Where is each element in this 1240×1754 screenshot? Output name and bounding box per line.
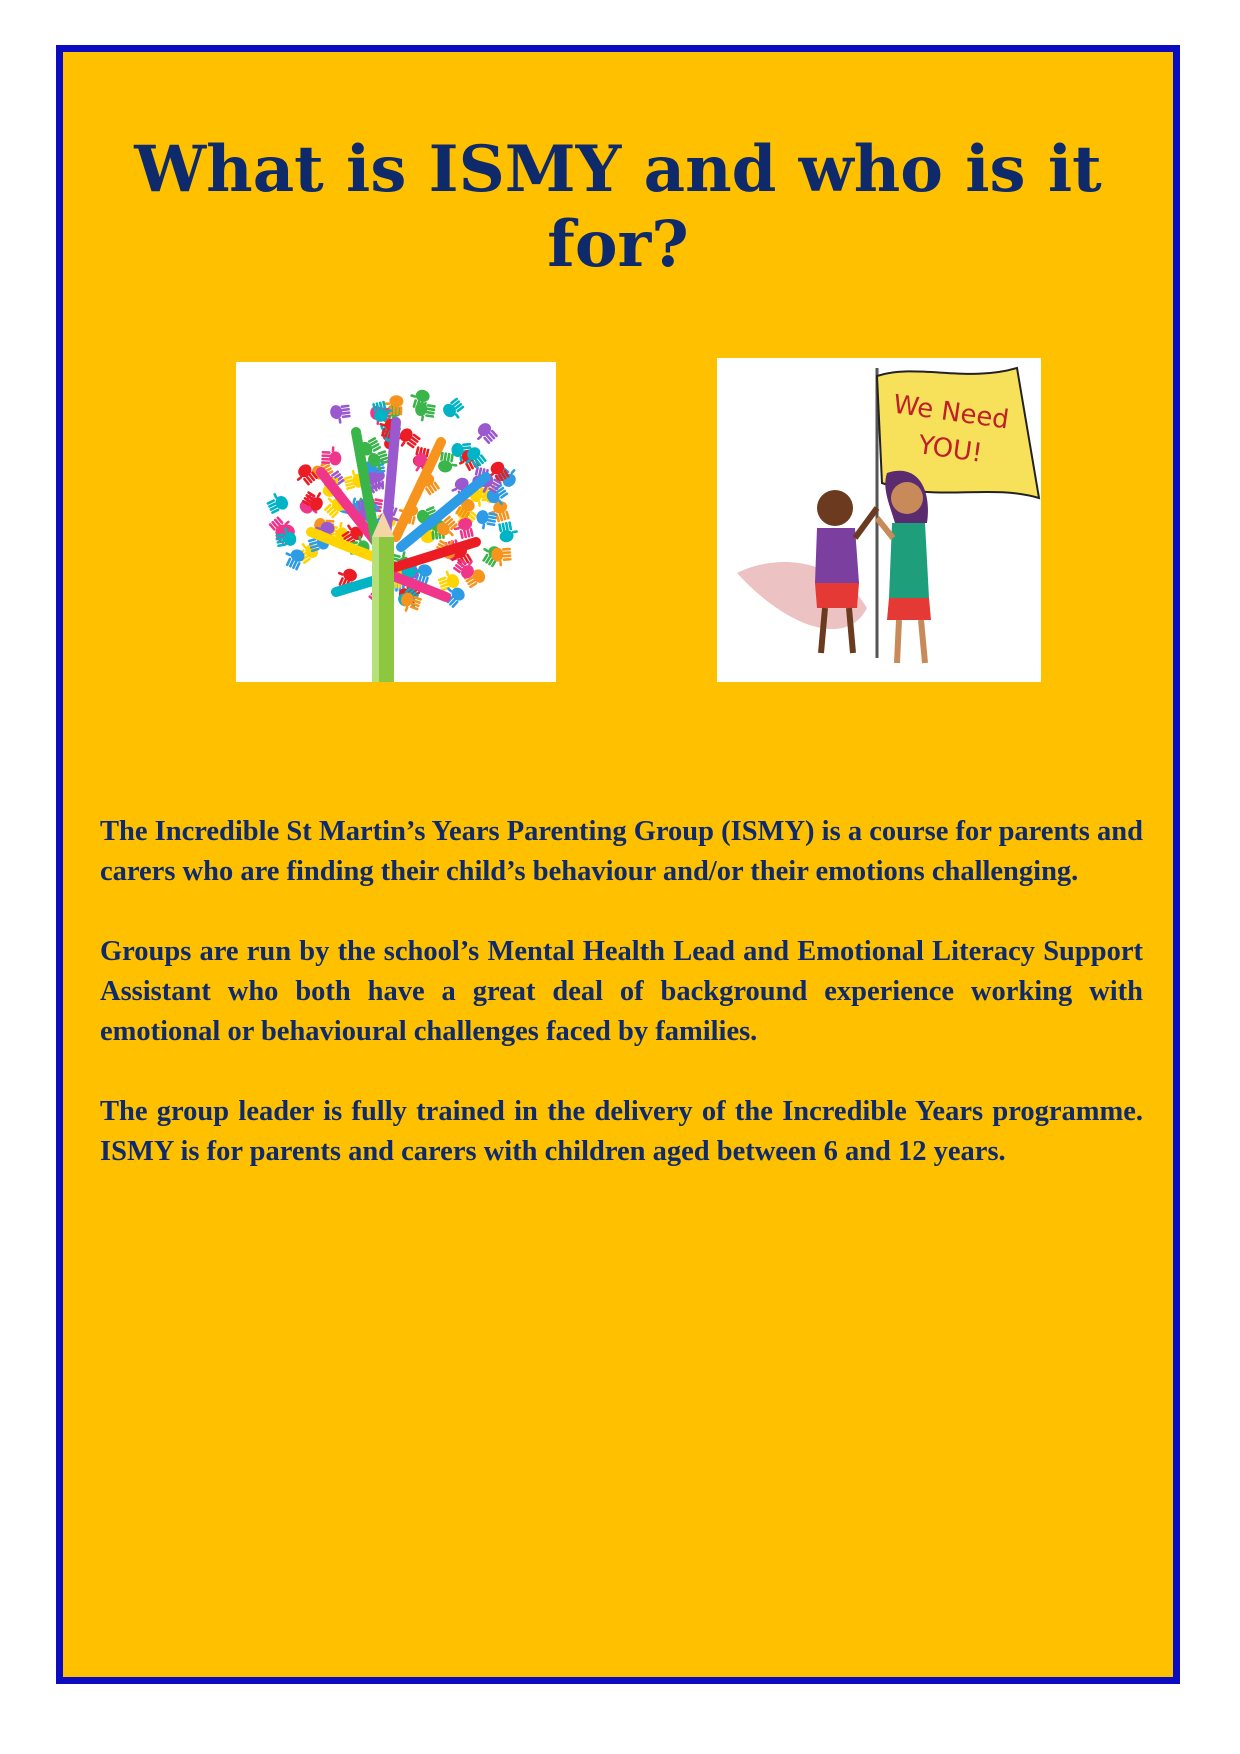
handprint-mark [440, 396, 467, 423]
handprint-mark [497, 520, 519, 543]
handprint-mark [264, 489, 290, 515]
handprint-tree-icon [236, 362, 556, 682]
flag-text-line1: We Need [891, 389, 1011, 436]
children-with-flag-icon [717, 358, 1041, 682]
handprint-tree-graphic [236, 362, 556, 682]
handprint-mark [329, 403, 351, 424]
handprint-mark [472, 420, 500, 448]
poster [56, 45, 1180, 1684]
flag-text-line2: YOU! [916, 430, 985, 469]
body-text [100, 812, 1143, 1212]
handprint-mark [292, 462, 319, 490]
paragraph-groups: Groups are run by the school’s Mental Health Lead and Emotional Literacy Support Assistant who both have a great deal of background experience working with emotional or behavioural challenges faced by families. [100, 936, 1143, 1047]
paragraph-intro: The Incredible St Martin’s Years Parenting Group (ISMY) is a course for parents and carers who are finding their child’s behaviour and/or their emotions challenging. [100, 816, 1143, 887]
handprint-mark [321, 446, 342, 466]
children-with-flag-graphic [717, 358, 1041, 682]
paragraph-leader: The group leader is fully trained in the delivery of the Incredible Years programme. ISMY is for parents and carers with children aged between 6 and 12 years. [100, 1096, 1143, 1167]
handprint-mark [281, 545, 307, 571]
page-title: What is ISMY and who is it for? [134, 132, 1102, 282]
